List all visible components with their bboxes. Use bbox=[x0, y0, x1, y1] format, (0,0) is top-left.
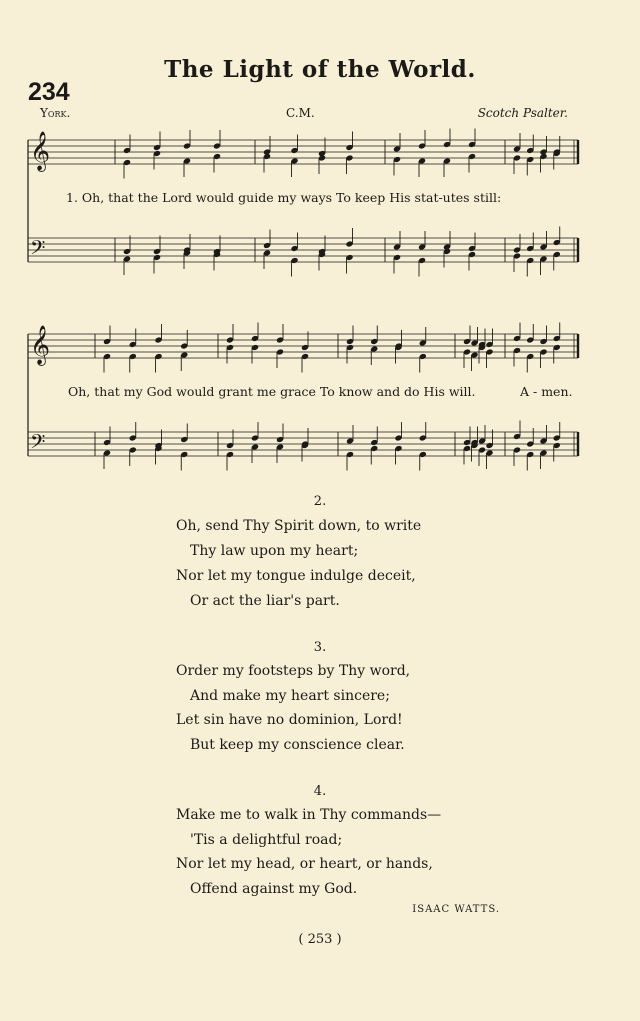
lyric-line-2: Oh, that my God would grant me grace To know and do His will. bbox=[68, 384, 476, 399]
treble-clef-icon: 𝄞 bbox=[30, 325, 51, 365]
treble-clef-icon: 𝄞 bbox=[30, 131, 51, 171]
bass-clef-icon: 𝄢 bbox=[30, 236, 46, 264]
tune-name: York. bbox=[40, 106, 71, 120]
music-system-1 bbox=[0, 122, 640, 312]
page-number: ( 253 ) bbox=[298, 932, 342, 947]
lyric-line-1: 1. Oh, that the Lord would guide my ways To keep His stat-utes still: bbox=[66, 190, 502, 205]
verse-line: And make my heart sincere; bbox=[190, 688, 390, 704]
page-title: The Light of the World. bbox=[164, 56, 476, 83]
music-system-2 bbox=[0, 316, 640, 506]
verse-line: Oh, send Thy Spirit down, to write bbox=[176, 518, 422, 534]
verse-line: But keep my conscience clear. bbox=[190, 737, 405, 753]
verse-line: 'Tis a delightful road; bbox=[190, 832, 343, 848]
bass-clef-icon: 𝄢 bbox=[30, 430, 46, 458]
verse-line: Offend against my God. bbox=[190, 881, 358, 897]
verse-line: Order my footsteps by Thy word, bbox=[176, 663, 411, 679]
meter: C.M. bbox=[286, 106, 315, 120]
amen-lyric: A - men. bbox=[520, 384, 573, 399]
verse-number: 3. bbox=[313, 640, 327, 655]
verse-line: Thy law upon my heart; bbox=[190, 543, 359, 559]
tune-source: Scotch Psalter. bbox=[477, 106, 568, 120]
verse-line: Or act the liar's part. bbox=[190, 593, 340, 609]
hymn-number: 234 bbox=[28, 78, 70, 106]
verse-line: Nor let my head, or heart, or hands, bbox=[176, 856, 433, 872]
author-credit: ISAAC WATTS. bbox=[412, 904, 500, 915]
verse-number: 4. bbox=[313, 784, 327, 799]
verse-number: 2. bbox=[313, 494, 327, 509]
verse-line: Let sin have no dominion, Lord! bbox=[176, 712, 403, 728]
verse-line: Nor let my tongue indulge deceit, bbox=[176, 568, 416, 584]
verse-line: Make me to walk in Thy commands— bbox=[176, 807, 442, 823]
